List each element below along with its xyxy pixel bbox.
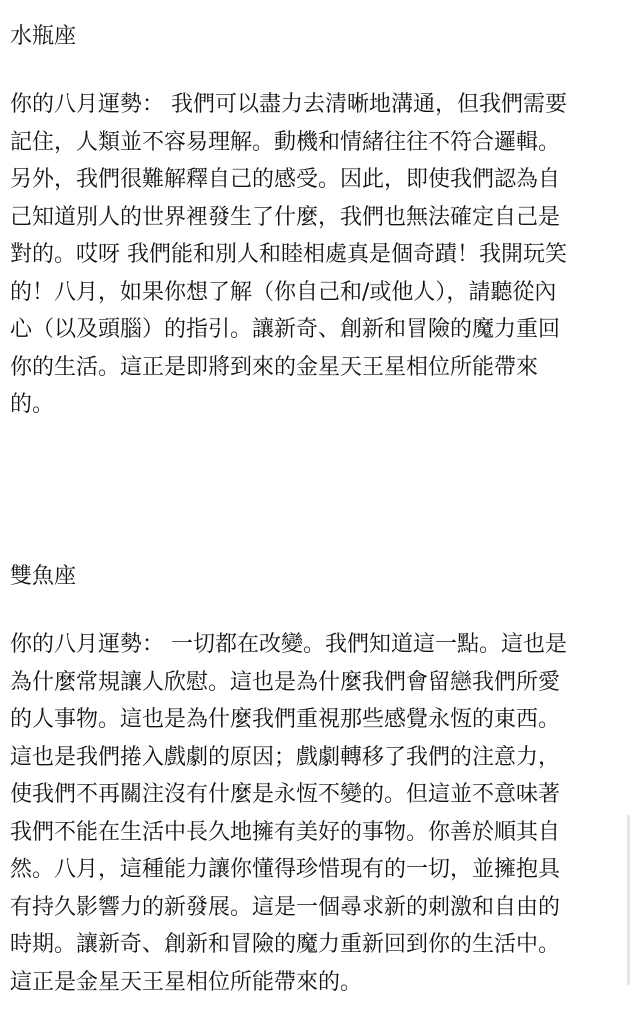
text-line: 我們不能在生活中長久地擁有美好的事物。你善於順其自 xyxy=(10,819,561,845)
text-line: 另外，我們很難解釋自己的感受。因此，即使我們認為自 xyxy=(10,167,561,192)
text-line: 心（以及頭腦）的指引。讓新奇、創新和冒險的魔力重回 xyxy=(10,317,561,342)
text-line: 有持久影響力的新發展。這是一個尋求新的刺激和自由的 xyxy=(10,894,561,920)
text-line: 這正是金星天王星相位所能帶來的。 xyxy=(10,969,363,995)
text-line: 的人事物。這也是為什麼我們重視那些感覺永恆的東西。 xyxy=(10,707,561,732)
fortune-text-pisces xyxy=(10,626,626,1001)
text-line: 你的八月運勢： 我們可以盡力去清晰地溝通，但我們需要 xyxy=(10,92,567,117)
section-aquarius xyxy=(10,18,626,424)
text-line: 記住，人類並不容易理解。動機和情緒往往不符合邏輯。 xyxy=(10,129,561,155)
text-line: 這也是我們捲入戲劇的原因；戲劇轉移了我們的注意力， xyxy=(10,744,561,770)
article-body xyxy=(10,18,626,995)
text-line: 為什麼常規讓人欣慰。這也是為什麼我們會留戀我們所愛 xyxy=(10,669,561,695)
text-line: 時期。讓新奇、創新和冒險的魔力重新回到你的生活中。 xyxy=(10,932,561,957)
text-line: 的！八月，如果你想了解（你自己和/或他人），請聽從內 xyxy=(10,279,557,305)
fortune-text-aquarius xyxy=(10,86,626,424)
text-line: 的。 xyxy=(10,392,55,417)
text-line: 你的生活。這正是即將到來的金星天王星相位所能帶來 xyxy=(10,354,539,380)
text-line: 己知道別人的世界裡發生了什麼，我們也無法確定自己是 xyxy=(10,204,561,230)
sign-title-pisces: 雙魚座 xyxy=(10,564,77,589)
text-line: 對的。哎呀 我們能和別人和睦相處真是個奇蹟！我開玩笑 xyxy=(10,242,567,267)
section-pisces xyxy=(10,558,626,1001)
text-line: 然。八月，這種能力讓你懂得珍惜現有的一切，並擁抱具 xyxy=(10,857,561,882)
text-line: 你的八月運勢： 一切都在改變。我們知道這一點。這也是 xyxy=(10,632,567,657)
text-line: 使我們不再關注沒有什麼是永恆不變的。但這並不意味著 xyxy=(10,782,561,807)
scrollbar[interactable] xyxy=(627,815,630,985)
sign-title-aquarius: 水瓶座 xyxy=(10,24,77,49)
